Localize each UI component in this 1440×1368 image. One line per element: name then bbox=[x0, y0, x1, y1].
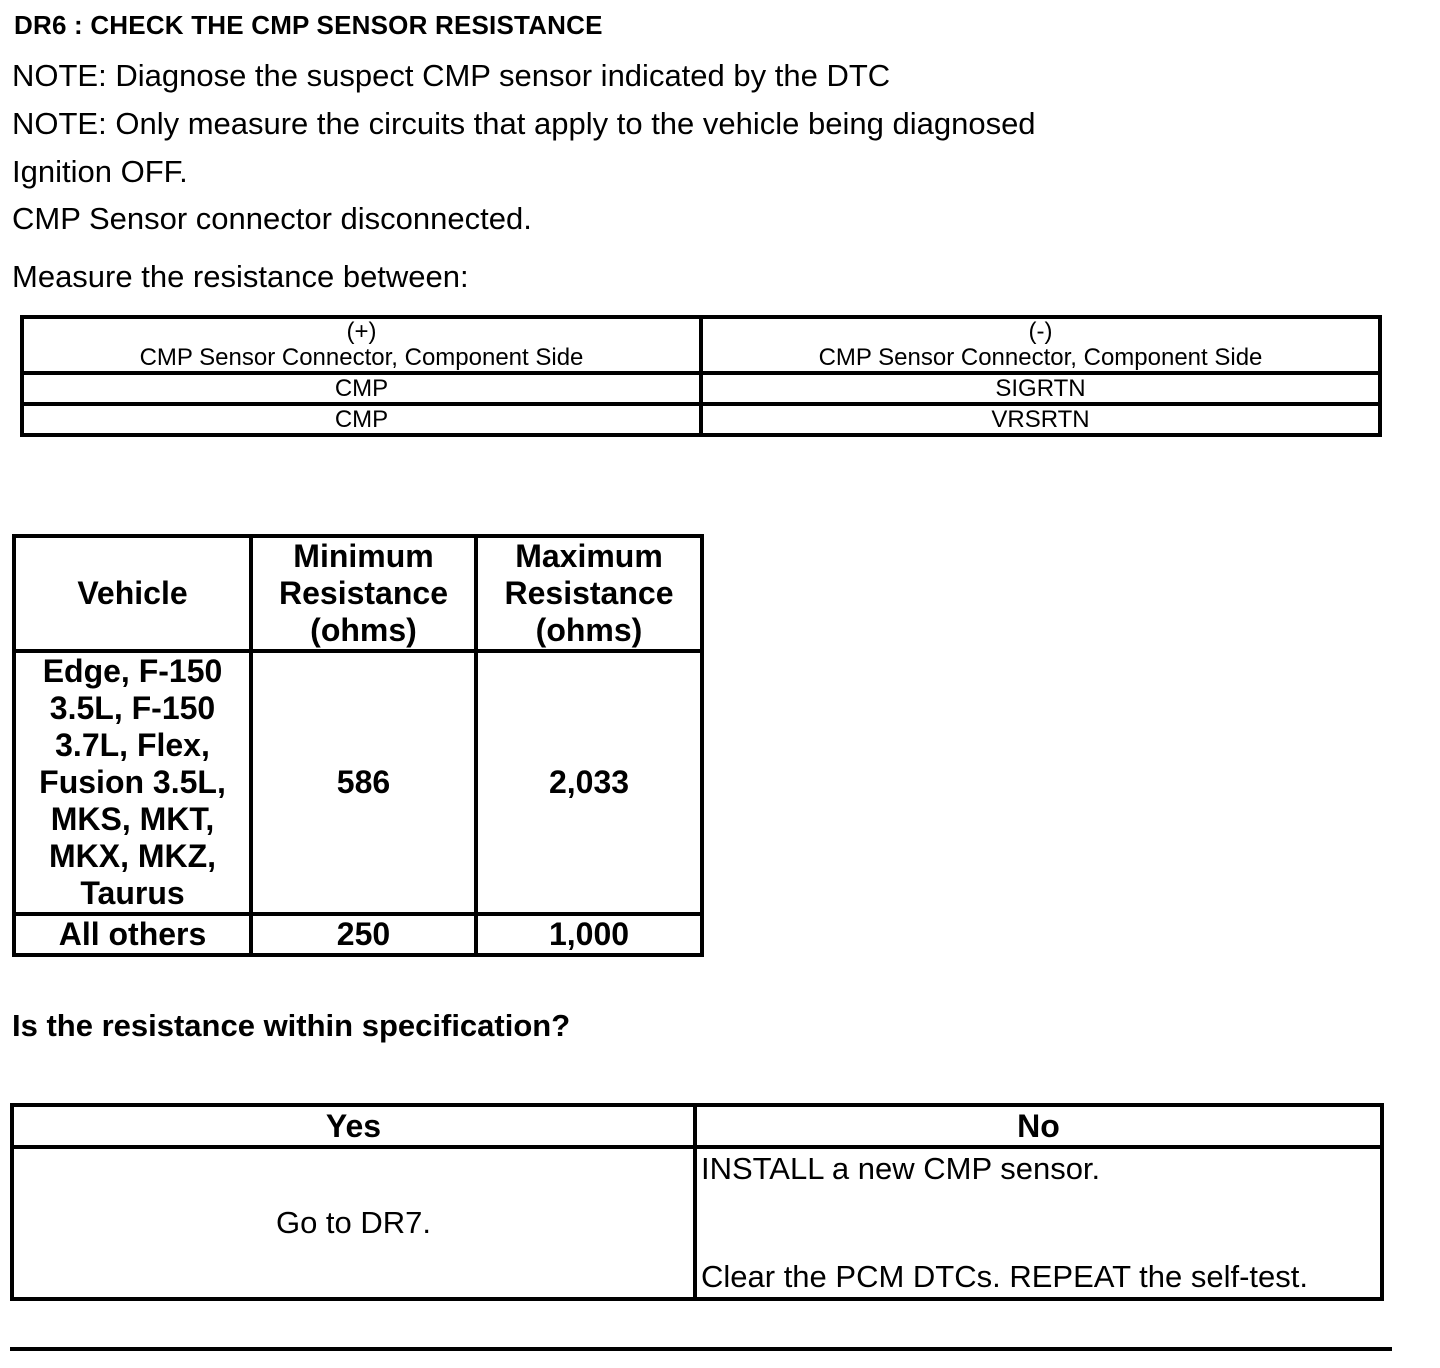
pin-measurement-table bbox=[20, 315, 1382, 437]
note-diagnose: NOTE: Diagnose the suspect CMP sensor indicated by the DTC bbox=[12, 58, 891, 93]
table-row bbox=[22, 404, 1380, 435]
decision-table bbox=[10, 1103, 1384, 1301]
pin-plus-cell: CMP bbox=[22, 373, 701, 404]
plus-label: CMP Sensor Connector, Component Side bbox=[139, 344, 584, 371]
pin-plus-cell: CMP bbox=[22, 404, 701, 435]
table-row bbox=[14, 914, 702, 955]
measure-label: Measure the resistance between: bbox=[12, 259, 469, 294]
vehicle-cell: Edge, F-150 3.5L, F-150 3.7L, Flex, Fusion 3.5L, MKS, MKT, MKX, MKZ, Taurus bbox=[14, 651, 251, 914]
no-action-repeat: Clear the PCM DTCs. REPEAT the self-test. bbox=[701, 1259, 1308, 1294]
question-text: Is the resistance within specification? bbox=[12, 1008, 571, 1043]
max-resistance-cell: 2,033 bbox=[476, 651, 702, 914]
no-header: No bbox=[695, 1105, 1382, 1147]
minus-label: CMP Sensor Connector, Component Side bbox=[818, 344, 1263, 371]
plus-sign: (+) bbox=[346, 318, 377, 345]
pin-minus-cell: SIGRTN bbox=[701, 373, 1380, 404]
header-vehicle: Vehicle bbox=[14, 536, 251, 651]
pin-table-minus-header bbox=[701, 317, 1380, 373]
resistance-spec-table bbox=[12, 534, 704, 957]
step-ignition-off: Ignition OFF. bbox=[12, 154, 188, 189]
bottom-divider bbox=[10, 1347, 1392, 1351]
min-resistance-cell: 250 bbox=[251, 914, 476, 955]
table-row bbox=[14, 651, 702, 914]
yes-header: Yes bbox=[12, 1105, 695, 1147]
no-action-install: INSTALL a new CMP sensor. bbox=[701, 1151, 1101, 1186]
yes-action: Go to DR7. bbox=[12, 1147, 695, 1299]
vehicle-cell: All others bbox=[14, 914, 251, 955]
min-resistance-cell: 586 bbox=[251, 651, 476, 914]
page-title: DR6 : CHECK THE CMP SENSOR RESISTANCE bbox=[14, 10, 603, 40]
max-resistance-cell: 1,000 bbox=[476, 914, 702, 955]
pin-table-plus-header bbox=[22, 317, 701, 373]
pin-minus-cell: VRSRTN bbox=[701, 404, 1380, 435]
step-connector-disconnected: CMP Sensor connector disconnected. bbox=[12, 201, 532, 236]
minus-sign: (-) bbox=[1028, 318, 1053, 345]
header-max-resistance: Maximum Resistance (ohms) bbox=[476, 536, 702, 651]
table-row bbox=[22, 373, 1380, 404]
header-min-resistance: Minimum Resistance (ohms) bbox=[251, 536, 476, 651]
no-action-cell bbox=[695, 1147, 1382, 1299]
note-measure-circuits: NOTE: Only measure the circuits that apply to the vehicle being diagnosed bbox=[12, 106, 1036, 141]
